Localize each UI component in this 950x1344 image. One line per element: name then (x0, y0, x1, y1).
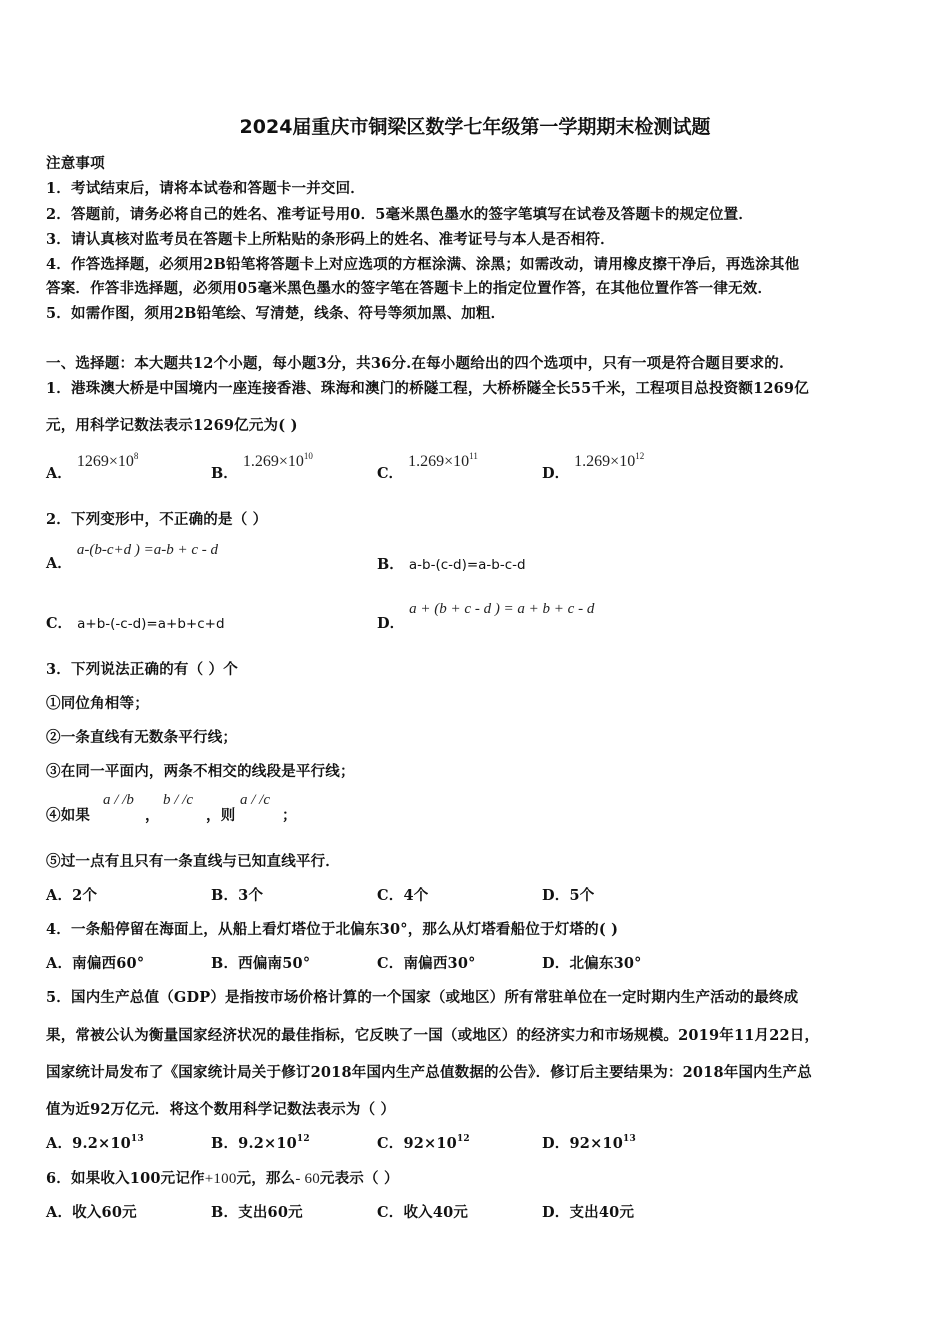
question-5-line: 5．国内生产总值（GDP）是指按市场价格计算的一个国家（或地区）所有常驻单位在一定时期内生产活动的最终成 (46, 989, 799, 1006)
q4-option-a[interactable]: A．南偏西60° (46, 955, 145, 972)
q2-option-d[interactable] (377, 597, 595, 632)
q5-option-c[interactable] (377, 1132, 470, 1153)
statement-4-prefix: ④如果 (46, 807, 91, 824)
q3-option-b[interactable]: B．3个 (211, 887, 264, 904)
math-expression: a / /b (103, 792, 134, 808)
option-label: C． (377, 1135, 404, 1152)
page-title: 2024届重庆市铜梁区数学七年级第一学期期末检测试题 (239, 116, 711, 138)
math-base: 1.269 (574, 453, 611, 470)
math-expression: a / /c (240, 792, 270, 808)
q1-option-b[interactable] (211, 450, 313, 482)
q2-option-b[interactable] (377, 553, 526, 574)
q4-option-d[interactable]: D．北偏东30° (542, 955, 642, 972)
q1-option-d[interactable] (542, 450, 645, 482)
math-exponent: 8 (133, 451, 139, 461)
option-exponent: 13 (130, 1134, 144, 1144)
q6-option-b[interactable]: B．支出60元 (211, 1204, 303, 1221)
math-expression: a + (b + c - d ) = a + b + c - d (409, 601, 595, 617)
q6-prefix: 6．如果收入100元记作 (46, 1170, 205, 1187)
question-4-stem: 4．一条船停留在海面上，从船上看灯塔位于北偏东30°，那么从灯塔看船位于灯塔的( ) (46, 921, 619, 938)
section-heading: 一、选择题：本大题共12个小题，每小题3分，共36分.在每小题给出的四个选项中，只有一项是符合题目要求的. (46, 355, 785, 372)
q2-option-a[interactable] (46, 538, 219, 572)
math-expression: +100 (204, 1171, 237, 1187)
q4-option-c[interactable]: C．南偏西30° (377, 955, 476, 972)
math-times: ×10 (108, 453, 134, 470)
q6-middle: 元，那么 (236, 1170, 296, 1187)
option-base: 9.2×10 (238, 1135, 297, 1152)
math-exponent: 12 (635, 451, 645, 461)
q1-option-c[interactable] (377, 450, 478, 482)
q6-option-c[interactable]: C．收入40元 (377, 1204, 469, 1221)
question-5-line: 果，常被公认为衡量国家经济状况的最佳指标，它反映了一国（或地区）的经济实力和市场规模。2019年11月22日， (46, 1027, 820, 1044)
notice-item: 答案．作答非选择题，必须用05毫米黑色墨水的签字笔在答题卡上的指定位置作答，在其他位置作答一律无效． (46, 280, 773, 297)
q5-option-d[interactable] (542, 1132, 636, 1153)
notice-item: 3．请认真核对监考员在答题卡上所粘贴的条形码上的姓名、准考证号与本人是否相符． (46, 231, 615, 248)
math-base: 1.269 (408, 453, 445, 470)
option-exponent: 13 (623, 1134, 636, 1144)
q3-option-c[interactable]: C．4个 (377, 887, 429, 904)
notice-item: 1．考试结束后，请将本试卷和答题卡一并交回． (46, 180, 365, 197)
math-times: ×10 (610, 453, 636, 470)
math-times: ×10 (278, 453, 304, 470)
math-base: 1269 (76, 453, 109, 470)
option-base: 92×10 (403, 1135, 457, 1152)
q6-suffix: 元表示（ ） (319, 1170, 399, 1187)
math-exponent: 10 (303, 451, 313, 461)
statement-4-end: ； (282, 807, 297, 824)
question-3-stem: 3．下列说法正确的有（ ）个 (46, 661, 238, 678)
question-1-line: 元，用科学记数法表示1269亿元为( ) (46, 417, 298, 434)
math-expression: b / /c (163, 792, 193, 808)
option-base: 9.2×10 (72, 1135, 131, 1152)
statement: ③在同一平面内，两条不相交的线段是平行线； (46, 763, 355, 780)
option-label: C． (46, 615, 73, 632)
statement: ①同位角相等； (46, 695, 149, 712)
math-expression: a-(b-c+d ) =a-b + c - d (76, 542, 219, 558)
option-exponent: 12 (456, 1134, 470, 1144)
notice-heading: 注意事项 (46, 155, 105, 172)
option-label: B． (211, 1135, 239, 1152)
q3-option-d[interactable]: D．5个 (542, 887, 595, 904)
question-2-stem: 2．下列变形中，不正确的是（ ） (46, 511, 268, 528)
statement-4-comma: ， (145, 807, 160, 824)
option-label: D． (542, 1135, 570, 1152)
option-text: a+b-(-c-d)=a+b+c+d (77, 616, 225, 632)
option-label: D． (377, 615, 405, 632)
math-base: 1.269 (242, 453, 279, 470)
question-6-stem (46, 1167, 399, 1188)
q3-option-a[interactable]: A．2个 (46, 887, 98, 904)
q4-option-b[interactable]: B．西偏南50° (211, 955, 311, 972)
notice-item: 5．如需作图，须用2B铅笔绘、写清楚，线条、符号等须加黑、加粗． (46, 305, 506, 322)
statement: ⑤过一点有且只有一条直线与已知直线平行． (46, 853, 340, 870)
option-label: C． (377, 465, 404, 482)
q5-option-a[interactable] (46, 1132, 144, 1153)
option-label: B． (377, 556, 404, 573)
q2-option-c[interactable] (46, 612, 225, 633)
option-base: 92×10 (569, 1135, 623, 1152)
option-label: D． (542, 465, 570, 482)
option-label: A． (46, 465, 72, 482)
statement-4-then: ，则 (206, 807, 236, 824)
option-label: A． (46, 1135, 73, 1152)
option-label: A． (46, 555, 72, 572)
q5-option-b[interactable] (211, 1132, 310, 1153)
question-5-line: 值为近92万亿元．将这个数用科学记数法表示为（ ） (46, 1101, 396, 1118)
option-exponent: 12 (296, 1134, 310, 1144)
math-times: ×10 (444, 453, 470, 470)
notice-item: 2．答题前，请务必将自己的姓名、准考证号用0．5毫米黑色墨水的签字笔填写在试卷及答题卡的规定位置． (46, 206, 754, 223)
q1-option-a[interactable] (46, 450, 139, 482)
notice-item: 4．作答选择题，必须用2B铅笔将答题卡上对应选项的方框涂满、涂黑；如需改动，请用橡皮擦干净后，再选涂其他 (46, 256, 800, 273)
option-text: a-b-(c-d)=a-b-c-d (408, 557, 526, 573)
q6-option-d[interactable]: D．支出40元 (542, 1204, 635, 1221)
q6-option-a[interactable]: A．收入60元 (46, 1204, 137, 1221)
statement: ②一条直线有无数条平行线； (46, 729, 238, 746)
math-exponent: 11 (469, 451, 478, 461)
question-5-line: 国家统计局发布了《国家统计局关于修订2018年国内生产总值数据的公告》．修订后主要结果为：2018年国内生产总 (46, 1064, 812, 1081)
math-expression: - 60 (295, 1171, 320, 1187)
option-label: B． (211, 465, 238, 482)
question-1-line: 1．港珠澳大桥是中国境内一座连接香港、珠海和澳门的桥隧工程，大桥桥隧全长55千米，工程项目总投资额1269亿 (46, 380, 809, 397)
